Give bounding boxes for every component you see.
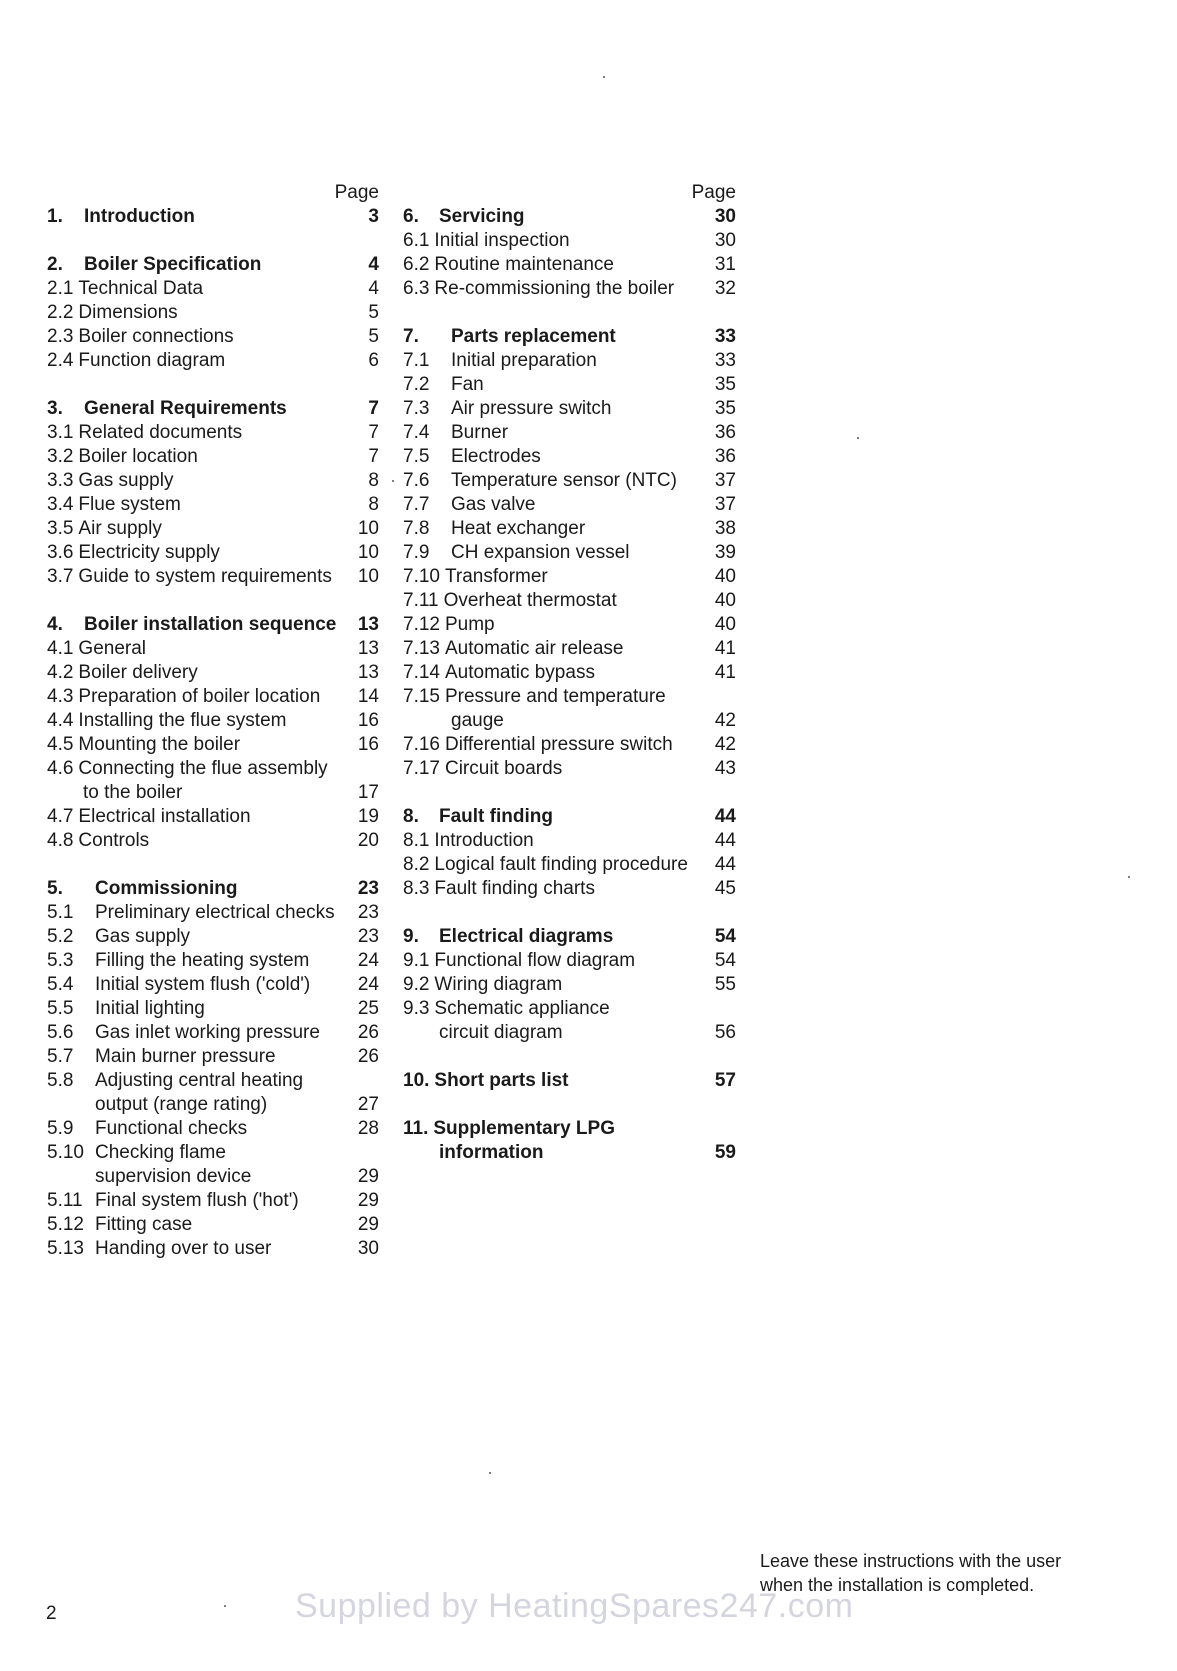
- toc-item: 2.4 Function diagram 6: [47, 350, 379, 371]
- toc-item: 7.9 CH expansion vessel 39: [403, 542, 736, 563]
- scan-speck: [857, 437, 859, 439]
- toc-item: 7.10 Transformer 40: [403, 566, 736, 587]
- toc-item-continued: supervision device 29: [95, 1166, 379, 1187]
- toc-item: 7.8 Heat exchanger 38: [403, 518, 736, 539]
- toc-item: 8.2 Logical fault finding procedure 44: [403, 854, 736, 875]
- toc-left-column: [47, 181, 379, 1261]
- toc-item: 3.4 Flue system 8: [47, 494, 379, 515]
- toc-right-column: [403, 181, 736, 1165]
- toc-item: 5.4 Initial system flush ('cold') 24: [47, 974, 379, 995]
- handover-note-line-1: Leave these instructions with the user: [760, 1551, 1062, 1571]
- toc-item: 7.5 Electrodes 36: [403, 446, 736, 467]
- toc-item: 3.1 Related documents 7: [47, 422, 379, 443]
- toc-section-7: 7. Parts replacement 33: [403, 326, 736, 347]
- toc-item: 5.10 Checking flame: [47, 1142, 226, 1163]
- toc-item: 9.3 Schematic appliance: [403, 998, 610, 1019]
- toc-item: 3.7 Guide to system requirements 10: [47, 566, 379, 587]
- toc-section-8: 8. Fault finding 44: [403, 806, 736, 827]
- toc-item: 7.3 Air pressure switch 35: [403, 398, 736, 419]
- toc-item: 4.5 Mounting the boiler 16: [47, 734, 379, 755]
- toc-section-4: 4. Boiler installation sequence 13: [47, 614, 379, 635]
- handover-note-line-2: when the installation is completed.: [760, 1575, 1035, 1595]
- toc-item: 3.6 Electricity supply 10: [47, 542, 379, 563]
- toc-item: 7.11 Overheat thermostat 40: [403, 590, 736, 611]
- toc-item: 2.3 Boiler connections 5: [47, 326, 379, 347]
- toc-item: 7.12 Pump 40: [403, 614, 736, 635]
- toc-item: 9.1 Functional flow diagram 54: [403, 950, 736, 971]
- scan-speck: [603, 76, 605, 78]
- watermark: Supplied by HeatingSpares247.com: [295, 1587, 854, 1625]
- toc-section-1: 1. Introduction 3: [47, 206, 379, 227]
- toc-item: 5.6 Gas inlet working pressure 26: [47, 1022, 379, 1043]
- toc-item: 5.8 Adjusting central heating: [47, 1070, 304, 1091]
- toc-item: 4.6 Connecting the flue assembly: [47, 758, 328, 779]
- toc-item: 5.13 Handing over to user 30: [47, 1238, 379, 1259]
- toc-item: 6.2 Routine maintenance 31: [403, 254, 736, 275]
- toc-item: 3.3 Gas supply 8: [47, 470, 379, 491]
- toc-item: 7.6 Temperature sensor (NTC) 37: [403, 470, 736, 491]
- toc-item-continued: circuit diagram 56: [439, 1022, 736, 1043]
- toc-item: 2.2 Dimensions 5: [47, 302, 379, 323]
- toc-item: 6.1 Initial inspection 30: [403, 230, 736, 251]
- toc-item-continued: output (range rating) 27: [95, 1094, 379, 1115]
- toc-item: 5.5 Initial lighting 25: [47, 998, 379, 1019]
- toc-item: 7.2 Fan 35: [403, 374, 736, 395]
- toc-section-11: 11. Supplementary LPG: [403, 1118, 615, 1139]
- toc-item: 8.1 Introduction 44: [403, 830, 736, 851]
- toc-item: 5.2 Gas supply 23: [47, 926, 379, 947]
- toc-item-continued: to the boiler 17: [83, 782, 379, 803]
- toc-section-3: 3. General Requirements 7: [47, 398, 379, 419]
- page-number: 2: [46, 1603, 57, 1624]
- toc-item: 7.15 Pressure and temperature: [403, 686, 666, 707]
- toc-section-9: 9. Electrical diagrams 54: [403, 926, 736, 947]
- toc-item: 7.7 Gas valve 37: [403, 494, 736, 515]
- toc-item: 7.1 Initial preparation 33: [403, 350, 736, 371]
- toc-section-10: 10. Short parts list 57: [403, 1070, 736, 1091]
- toc-item: 4.4 Installing the flue system 16: [47, 710, 379, 731]
- toc-item: 7.4 Burner 36: [403, 422, 736, 443]
- toc-item: 5.1 Preliminary electrical checks 23: [47, 902, 379, 923]
- toc-item: 6.3 Re-commissioning the boiler 32: [403, 278, 736, 299]
- toc-item: 3.2 Boiler location 7: [47, 446, 379, 467]
- toc-item: 7.14 Automatic bypass 41: [403, 662, 736, 683]
- toc-item: 5.3 Filling the heating system 24: [47, 950, 379, 971]
- toc-item: 5.12 Fitting case 29: [47, 1214, 379, 1235]
- toc-item-continued: gauge 42: [451, 710, 736, 731]
- scan-speck: [1128, 876, 1130, 878]
- toc-item: 4.7 Electrical installation 19: [47, 806, 379, 827]
- toc-item: 9.2 Wiring diagram 55: [403, 974, 736, 995]
- toc-item: 8.3 Fault finding charts 45: [403, 878, 736, 899]
- toc-item: 4.8 Controls 20: [47, 830, 379, 851]
- toc-item-continued: information 59: [439, 1142, 736, 1163]
- toc-item: 7.17 Circuit boards 43: [403, 758, 736, 779]
- toc-item: 7.13 Automatic air release 41: [403, 638, 736, 659]
- toc-item: 3.5 Air supply 10: [47, 518, 379, 539]
- toc-section-6: 6. Servicing 30: [403, 206, 736, 227]
- toc-item: 5.7 Main burner pressure 26: [47, 1046, 379, 1067]
- toc-item: 4.2 Boiler delivery 13: [47, 662, 379, 683]
- toc-item: 4.1 General 13: [47, 638, 379, 659]
- toc-section-5: 5. Commissioning 23: [47, 878, 379, 899]
- toc-item: 7.16 Differential pressure switch 42: [403, 734, 736, 755]
- page-column-label: Page: [691, 182, 736, 203]
- scan-speck: [489, 1472, 491, 1474]
- toc-item: 5.11 Final system flush ('hot') 29: [47, 1190, 379, 1211]
- toc-item: 2.1 Technical Data 4: [47, 278, 379, 299]
- toc-item: 5.9 Functional checks 28: [47, 1118, 379, 1139]
- toc-item: 4.3 Preparation of boiler location 14: [47, 686, 379, 707]
- page-column-label: Page: [334, 182, 379, 203]
- scan-speck: [224, 1605, 226, 1607]
- scan-speck: [392, 480, 394, 482]
- toc-section-2: 2. Boiler Specification 4: [47, 254, 379, 275]
